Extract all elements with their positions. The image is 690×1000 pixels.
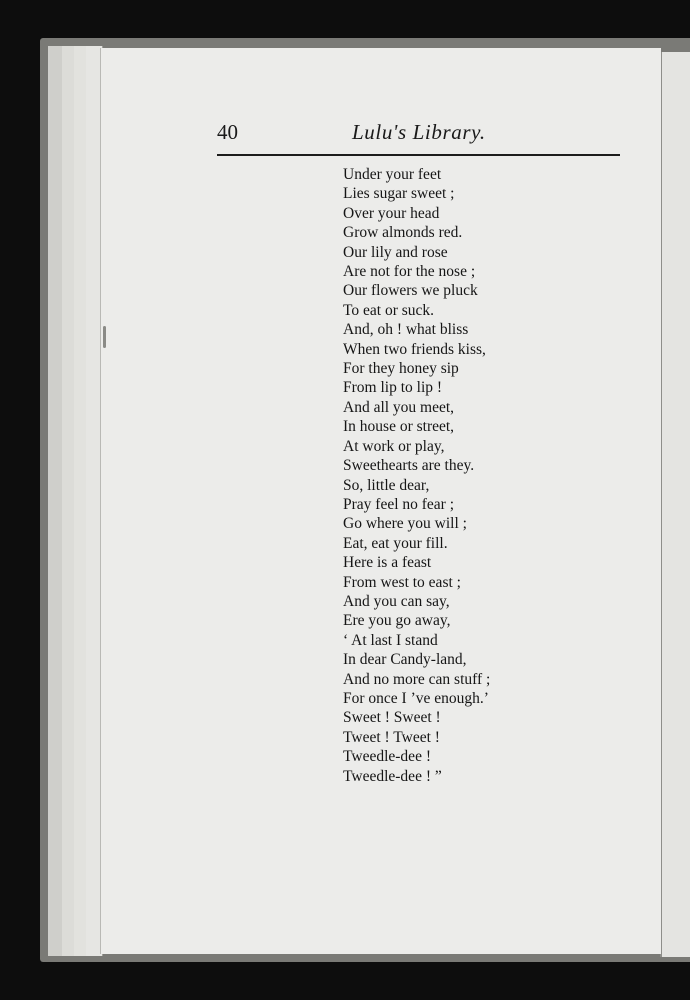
poem-line: In dear Candy-land, — [343, 651, 467, 669]
poem-line: Are not for the nose ; — [343, 263, 476, 281]
running-title: Lulu's Library. — [352, 120, 486, 144]
poem-line: Eat, eat your fill. — [343, 534, 448, 552]
poem-line: Here is a feast — [343, 554, 432, 572]
poem-line: Sweet ! Sweet ! — [343, 709, 441, 727]
poem-line: Pray feel no fear ; — [343, 495, 455, 513]
poem-line: When two friends kiss, — [343, 340, 486, 358]
poem-line: From west to east ; — [343, 573, 461, 591]
poem-text — [343, 165, 490, 786]
poem-line: ‘ At last I stand — [343, 631, 438, 649]
page-number: 40 — [217, 120, 238, 144]
page-header — [217, 118, 620, 156]
poem-line: Ere you go away, — [343, 612, 451, 630]
poem-line: At work or play, — [343, 437, 445, 455]
poem-line: And no more can stuff ; — [343, 670, 491, 688]
poem-line: Over your head — [343, 204, 440, 222]
poem-line: For once I ’ve enough.’ — [343, 689, 489, 707]
poem-line: From lip to lip ! — [343, 379, 443, 397]
poem-line: So, little dear, — [343, 476, 430, 494]
poem-line: Sweethearts are they. — [343, 457, 475, 475]
poem-line: Go where you will ; — [343, 515, 467, 533]
poem-line: And, oh ! what bliss — [343, 321, 469, 339]
poem-line: Grow almonds red. — [343, 224, 463, 242]
poem-line: And all you meet, — [343, 398, 455, 416]
binding-mark — [103, 326, 106, 348]
poem-line: Under your feet — [343, 166, 442, 183]
poem-line: And you can say, — [343, 592, 450, 610]
poem-line: Tweet ! Tweet ! — [343, 728, 440, 746]
poem-line: Tweedle-dee ! — [343, 748, 431, 766]
poem-line: Our flowers we pluck — [343, 282, 478, 300]
poem-line: Lies sugar sweet ; — [343, 185, 455, 203]
poem-line: Tweedle-dee ! ” — [343, 767, 442, 785]
poem-line: In house or street, — [343, 418, 455, 436]
poem-line: Our lily and rose — [343, 243, 448, 261]
poem-line: To eat or suck. — [343, 301, 435, 319]
poem-line: For they honey sip — [343, 360, 459, 378]
facing-page — [660, 52, 690, 957]
